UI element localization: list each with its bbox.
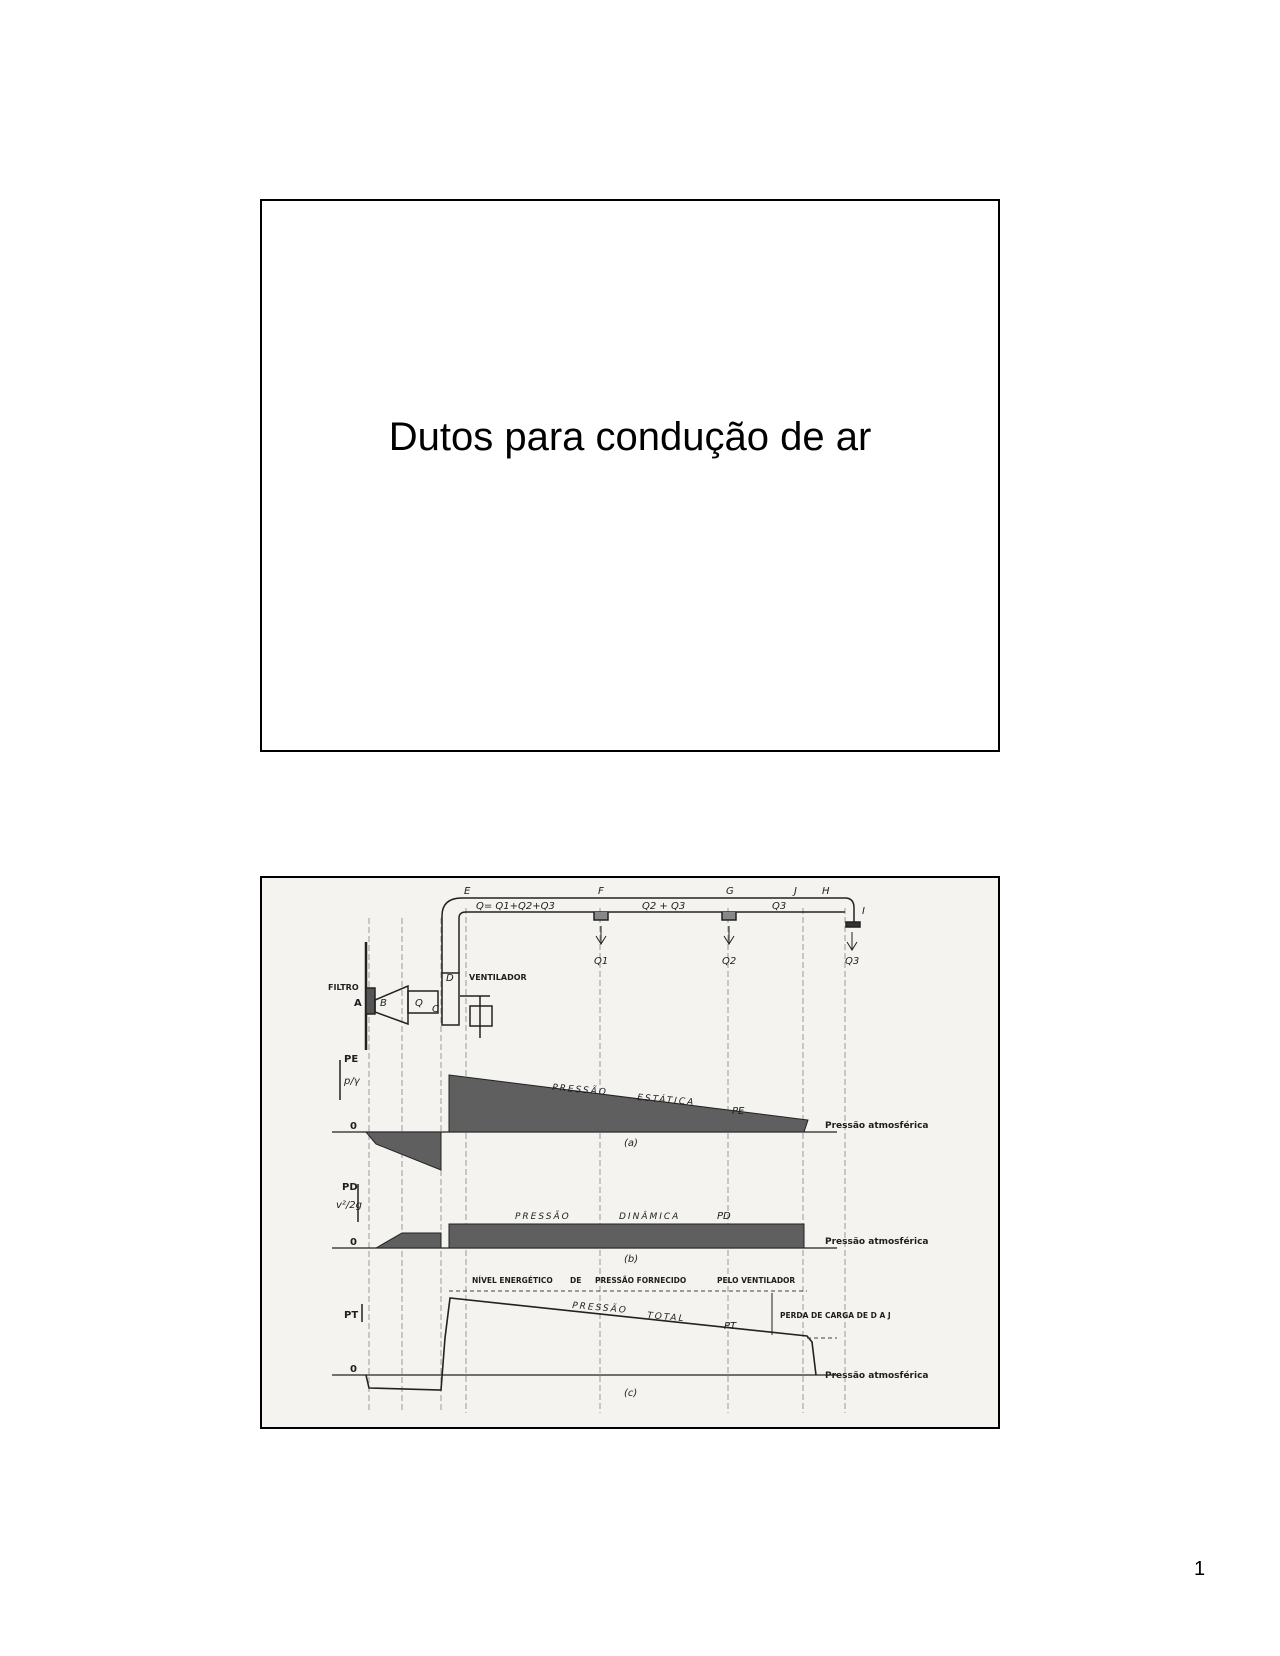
- slide-title: Dutos para condução de ar: [388, 415, 872, 459]
- flow-segment-2: Q2 + Q3: [642, 901, 686, 912]
- flow-segment-1: Q= Q1+Q2+Q3: [476, 901, 555, 912]
- word-total: TOTAL: [646, 1311, 686, 1325]
- outlet-f: [594, 912, 608, 920]
- level-text-4: PELO VENTILADOR: [717, 1276, 796, 1285]
- outlet-i: [846, 922, 860, 927]
- outlet-q1: Q1: [594, 956, 609, 967]
- word-pressao-b: PRESSÃO: [515, 1212, 571, 1222]
- outlet-q3: Q3: [845, 956, 860, 967]
- point-d: D: [446, 973, 454, 984]
- axis-pt: PT: [344, 1310, 359, 1321]
- zero-a: 0: [350, 1121, 357, 1132]
- caption-b: (b): [624, 1254, 639, 1265]
- level-text-2: DE: [570, 1276, 582, 1285]
- word-pressao-c: PRESSÃO: [571, 1301, 629, 1316]
- point-i: I: [862, 906, 865, 917]
- point-g: G: [726, 886, 734, 897]
- word-estatica: ESTÁTICA: [636, 1093, 696, 1109]
- zero-b: 0: [350, 1237, 357, 1248]
- label-pt: PT: [724, 1321, 737, 1332]
- pressure-loss-label: PERDA DE CARGA DE D A J: [780, 1311, 891, 1320]
- baseline-a: Pressão atmosférica: [825, 1121, 929, 1131]
- filter-label: FILTRO: [328, 983, 359, 992]
- dynamic-pressure-area: [449, 1224, 804, 1248]
- axis-pe-formula: p/γ: [344, 1076, 360, 1087]
- filter-block: [366, 988, 375, 1014]
- flow-segment-3: Q3: [772, 901, 787, 912]
- point-b: B: [380, 998, 387, 1009]
- point-c: C: [432, 1004, 439, 1015]
- label-pe: PE: [732, 1106, 745, 1117]
- baseline-c: Pressão atmosférica: [825, 1371, 929, 1381]
- point-f: F: [598, 886, 604, 897]
- word-dinamica: DINÂMICA: [619, 1212, 681, 1222]
- page-number: 1: [1194, 1558, 1206, 1580]
- baseline-b: Pressão atmosférica: [825, 1237, 929, 1247]
- point-h: H: [822, 886, 830, 897]
- caption-a: (a): [624, 1138, 638, 1149]
- duct-pressure-diagram: [262, 878, 998, 1427]
- caption-c: (c): [624, 1388, 638, 1399]
- point-e: E: [464, 886, 471, 897]
- point-q: Q: [415, 998, 423, 1009]
- zero-c: 0: [350, 1364, 357, 1375]
- fan-label: VENTILADOR: [469, 973, 527, 982]
- axis-pd-formula: v²/2g: [336, 1200, 363, 1211]
- axis-pd: PD: [342, 1182, 358, 1193]
- slide-diagram: [260, 876, 1000, 1429]
- slide-title-card: [260, 199, 1000, 752]
- level-text-3: PRESSÃO FORNECIDO: [595, 1276, 687, 1285]
- label-pd: PD: [717, 1211, 731, 1222]
- outlet-q2: Q2: [722, 956, 737, 967]
- word-pressao-a: PRESSÃO: [551, 1083, 609, 1098]
- point-a: A: [354, 998, 362, 1009]
- axis-pe: PE: [344, 1054, 359, 1065]
- level-text-1: NÍVEL ENERGÉTICO: [472, 1276, 553, 1285]
- point-j: J: [794, 886, 797, 897]
- outlet-g: [722, 912, 736, 920]
